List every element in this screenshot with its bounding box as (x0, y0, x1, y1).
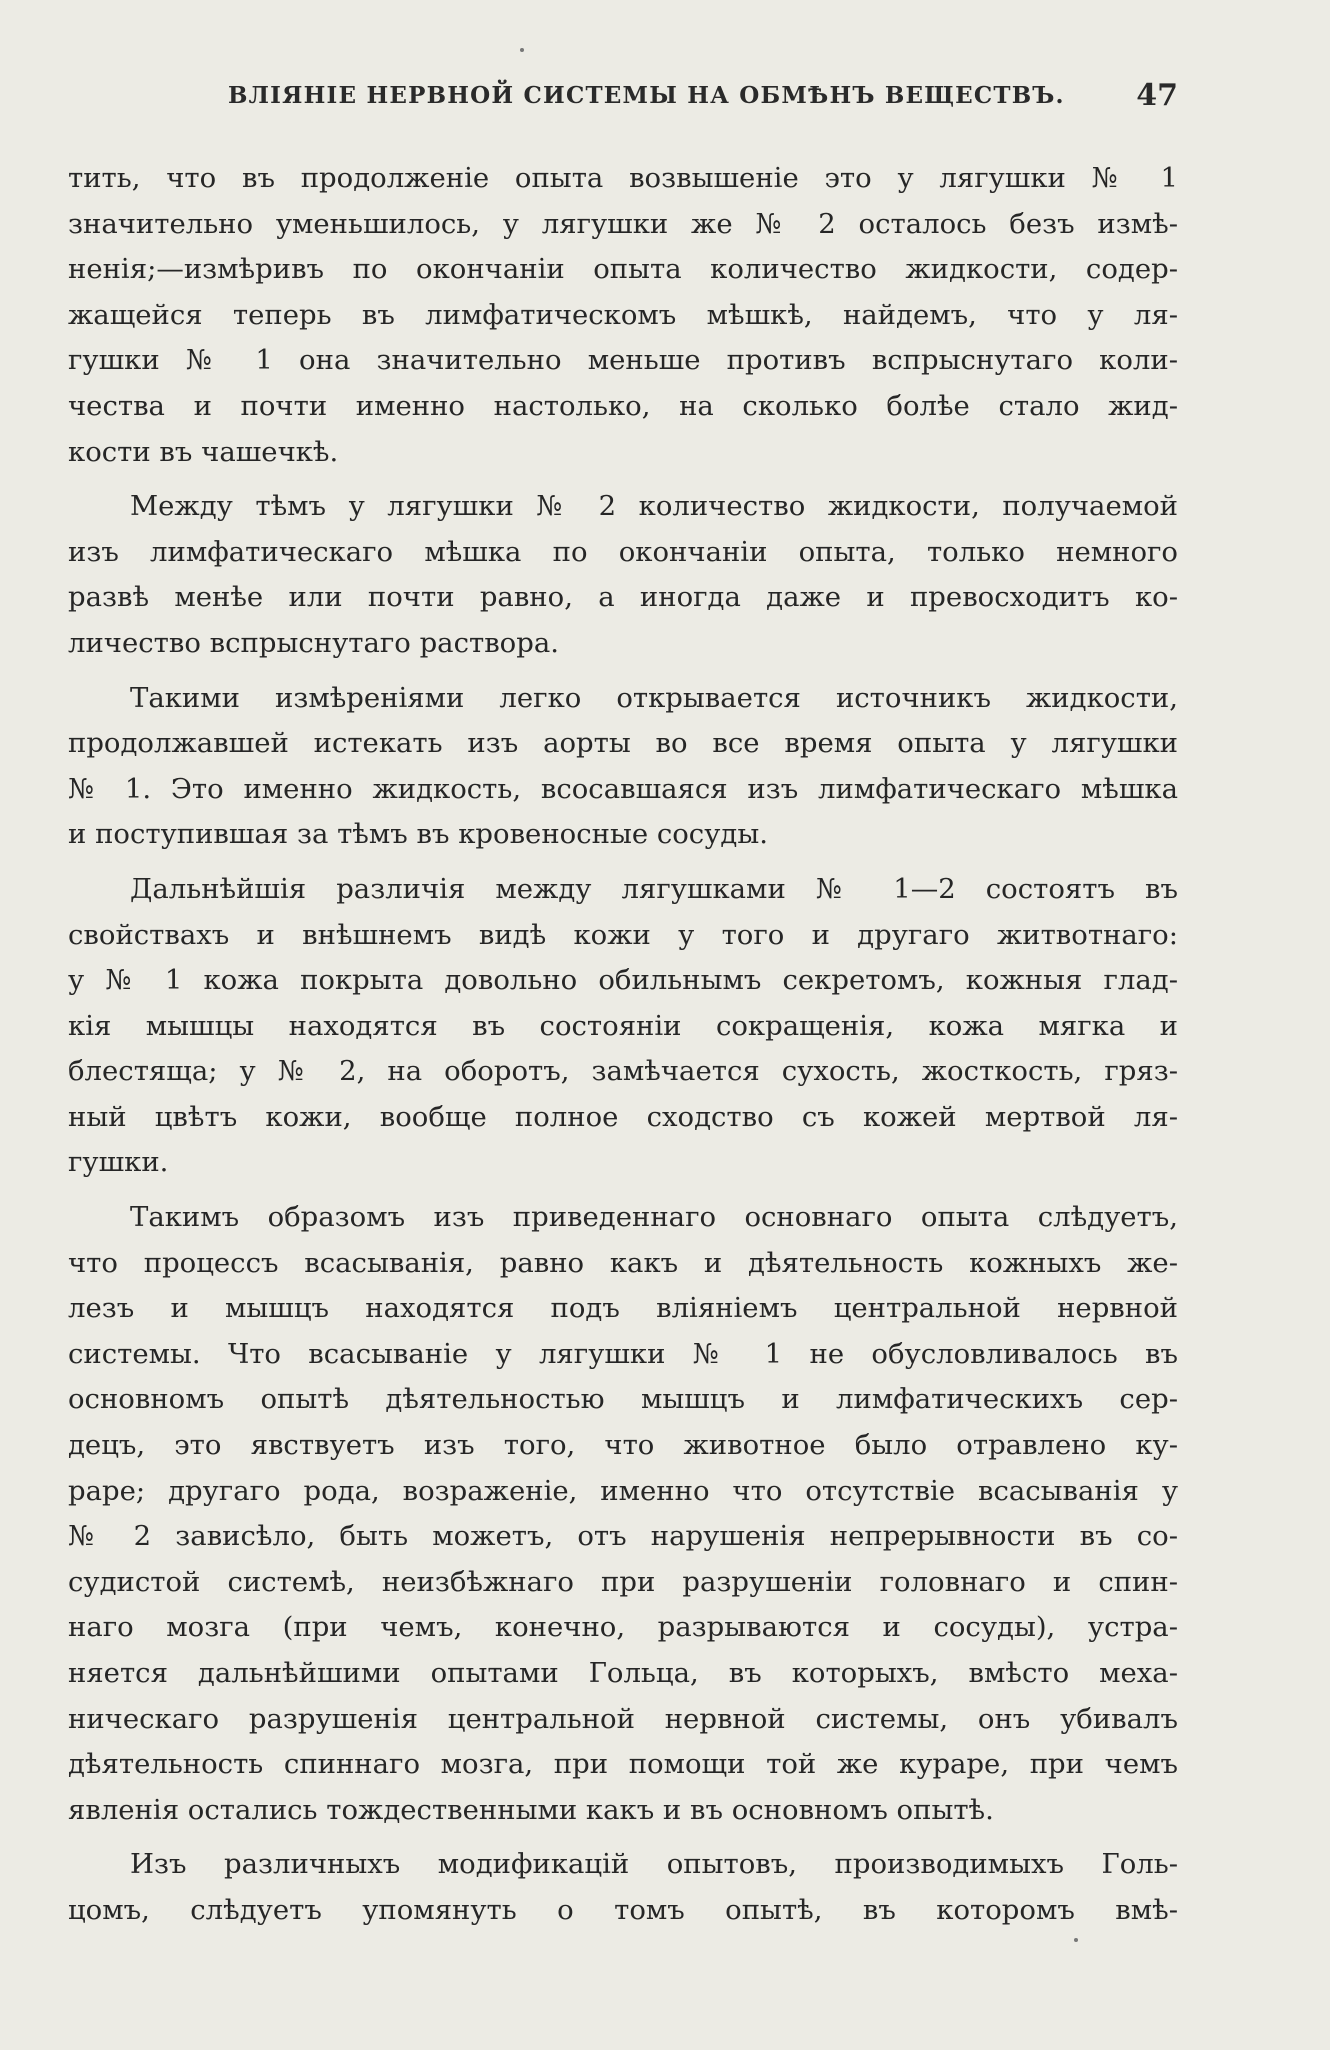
text-line: наго мозга (при чемъ, конечно, разрываются и сосуды), устра- (68, 1611, 1178, 1644)
text-line: продолжавшей истекать изъ аорты во все время опыта у лягушки (68, 727, 1178, 760)
text-line: изъ лимфатическаго мѣшка по окончаніи опыта, только немного (68, 535, 1178, 568)
text-line: явленія остались тождественными какъ и въ основномъ опытѣ. (68, 1793, 994, 1826)
paper-speck (1074, 1938, 1078, 1942)
page-number: 47 (1136, 78, 1178, 113)
text-line: раре; другаго рода, возраженіе, именно что отсутствіе всасыванія у (68, 1474, 1178, 1507)
text-line: развѣ менѣе или почти равно, а иногда даже и превосходитъ ко- (68, 581, 1178, 614)
text-line: основномъ опытѣ дѣятельностью мышцъ и лимфатическихъ сер- (68, 1383, 1178, 1416)
text-line: Такими измѣреніями легко открывается источникъ жидкости, (130, 681, 1178, 714)
text-line: няется дальнѣйшими опытами Гольца, въ которыхъ, вмѣсто меха- (68, 1657, 1178, 1689)
text-line: что процессъ всасыванія, равно какъ и дѣятельность кожныхъ же- (68, 1246, 1178, 1279)
page-header (68, 78, 1178, 118)
text-line: ненія;—измѣривъ по окончаніи опыта количество жидкости, содер- (68, 253, 1178, 286)
text-line: чества и почти именно настолько, на сколько болѣе стало жид- (68, 389, 1178, 422)
text-line: системы. Что всасываніе у лягушки № 1 не обусловливалось въ (68, 1337, 1178, 1370)
text-line: судистой системѣ, неизбѣжнаго при разрушеніи головнаго и спин- (68, 1565, 1178, 1598)
text-line: ный цвѣтъ кожи, вообще полное сходство съ кожей мертвой ля- (68, 1100, 1178, 1133)
paragraph-gap (68, 1833, 1178, 1842)
paragraph (68, 1842, 1178, 1933)
paragraph (68, 156, 1178, 475)
text-line: децъ, это явствуетъ изъ того, что животное было отравлено ку- (68, 1429, 1178, 1462)
text-line: ническаго разрушенія центральной нервной системы, онъ убивалъ (68, 1702, 1178, 1735)
text-line: кія мышцы находятся въ состояніи сокращенія, кожа мягка и (68, 1009, 1178, 1042)
paragraph (68, 484, 1178, 666)
running-head: ВЛІЯНІЕ НЕРВНОЙ СИСТЕМЫ НА ОБМѢНЪ ВЕЩЕСТВЪ. (228, 82, 1065, 109)
text-line: Между тѣмъ у лягушки № 2 количество жидкости, получаемой (130, 490, 1178, 523)
text-line: № 2 зависѣло, быть можетъ, отъ нарушенія непрерывности въ со- (68, 1520, 1178, 1553)
paragraph (68, 867, 1178, 1186)
text-line: Такимъ образомъ изъ приведеннаго основнаго опыта слѣдуетъ, (130, 1201, 1178, 1234)
text-line: гушки № 1 она значительно меньше противъ вспрыснутаго коли- (68, 344, 1178, 377)
text-line: личество вспрыснутаго раствора. (68, 626, 559, 659)
text-line: у № 1 кожа покрыта довольно обильнымъ секретомъ, кожныя глад- (68, 964, 1178, 997)
text-line: лезъ и мышцъ находятся подъ вліяніемъ центральной нервной (68, 1292, 1178, 1325)
text-line: жащейся теперь въ лимфатическомъ мѣшкѣ, найдемъ, что у ля- (68, 298, 1178, 331)
text-line: гушки. (68, 1146, 169, 1179)
paragraph (68, 1195, 1178, 1833)
paragraph-gap (68, 858, 1178, 867)
paper-speck (520, 48, 524, 52)
text-line: Изъ различныхъ модификацій опытовъ, производимыхъ Голь- (130, 1848, 1178, 1881)
text-line: кости въ чашечкѣ. (68, 435, 339, 468)
paragraph-gap (68, 475, 1178, 484)
text-line: свойствахъ и внѣшнемъ видѣ кожи у того и другаго житвотнаго: (68, 918, 1178, 951)
text-line: и поступившая за тѣмъ въ кровеносные сосуды. (68, 818, 768, 851)
text-line: дѣятельность спиннаго мозга, при помощи той же кураре, при чемъ (68, 1748, 1178, 1781)
text-line: блестяща; у № 2, на оборотъ, замѣчается сухость, жосткость, гряз- (68, 1055, 1178, 1088)
paragraph-gap (68, 1186, 1178, 1195)
text-line: тить, что въ продолженіе опыта возвышеніе это у лягушки № 1 (68, 162, 1178, 194)
paragraph (68, 676, 1178, 858)
body-text (68, 156, 1178, 1934)
text-line: цомъ, слѣдуетъ упомянуть о томъ опытѣ, въ которомъ вмѣ- (68, 1893, 1178, 1926)
text-line: Дальнѣйшія различія между лягушками № 1—2 состоятъ въ (130, 872, 1178, 905)
text-line: № 1. Это именно жидкость, всосавшаяся изъ лимфатическаго мѣшка (68, 772, 1178, 805)
text-line: значительно уменьшилось, у лягушки же № 2 осталось безъ измѣ- (68, 207, 1178, 240)
paragraph-gap (68, 667, 1178, 676)
